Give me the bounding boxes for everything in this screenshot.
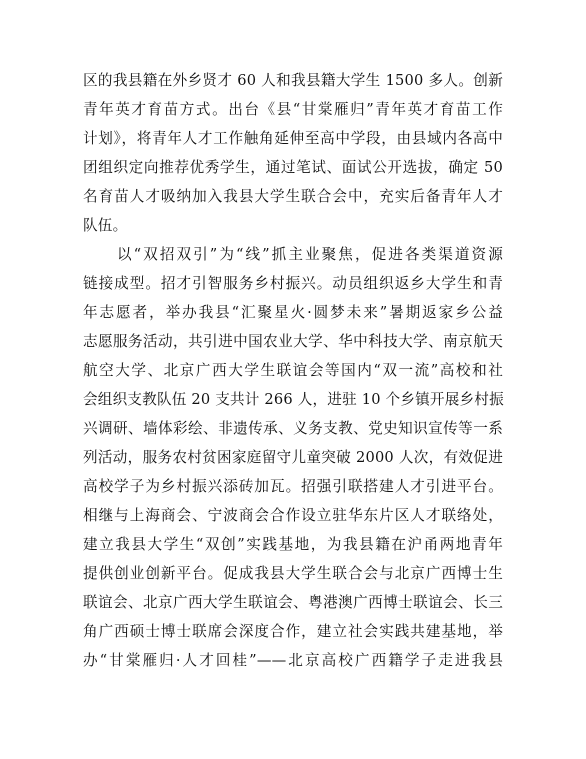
text-line: 队伍。 (83, 217, 128, 234)
text-line: 相继与上海商会、宁波商会合作设立驻华东片区人才联络处， (83, 507, 503, 524)
text-line: 链接成型。招才引智服务乡村振兴。动员组织返乡大学生和青 (83, 275, 503, 292)
text-line: 计划》，将青年人才工作触角延伸至高中学段，由县域内各高中 (83, 130, 503, 147)
text-line: 志愿服务活动，共引进中国农业大学、华中科技大学、南京航天 (83, 333, 503, 350)
text-line: 青年英才育苗方式。出台《县“甘棠雁归”青年英才育苗工作 (83, 101, 503, 118)
text-line: 建立我县大学生“双创”实践基地，为我县籍在沪甬两地青年 (83, 536, 503, 553)
text-line: 会组织支教队伍 20 支共计 266 人，进驻 10 个乡镇开展乡村振 (83, 391, 504, 408)
text-line: 兴调研、墙体彩绘、非遗传承、义务支教、党史知识宣传等一系 (83, 420, 503, 437)
text-line: 区的我县籍在外乡贤才 60 人和我县籍大学生 1500 多人。创新 (83, 72, 503, 89)
text-line: 列活动，服务农村贫困家庭留守儿童突破 2000 人次，有效促进 (83, 449, 503, 466)
text-line: 名育苗人才吸纳加入我县大学生联合会中，充实后备青年人才 (83, 188, 503, 205)
paragraph-first-line: 以“双招双引”为“线”抓主业聚焦，促进各类渠道资源 (117, 246, 503, 263)
text-line: 办“甘棠雁归·人才回桂”——北京高校广西籍学子走进我县 (83, 652, 503, 669)
text-line: 提供创业创新平台。促成我县大学生联合会与北京广西博士生 (83, 565, 503, 582)
text-line: 联谊会、北京广西大学生联谊会、粤港澳广西博士联谊会、长三 (83, 594, 503, 611)
text-line: 角广西硕士博士联席会深度合作，建立社会实践共建基地，举 (83, 623, 503, 640)
text-line: 年志愿者，举办我县“汇聚星火·圆梦未来”暑期返家乡公益 (83, 304, 503, 321)
text-line: 航空大学、北京广西大学生联谊会等国内“双一流”高校和社 (83, 362, 503, 379)
text-line: 高校学子为乡村振兴添砖加瓦。招强引联搭建人才引进平台。 (83, 478, 503, 495)
text-line: 团组织定向推荐优秀学生，通过笔试、面试公开选拔，确定 50 (83, 159, 503, 176)
